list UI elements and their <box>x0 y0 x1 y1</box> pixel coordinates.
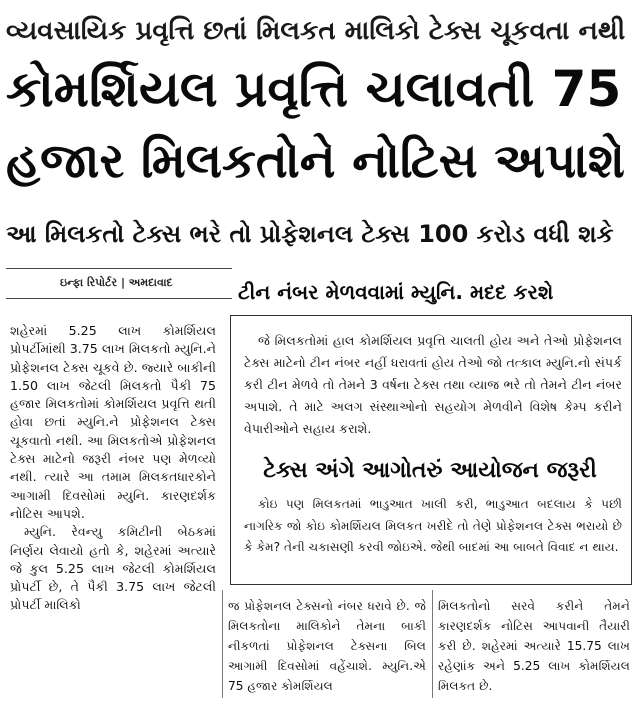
left-column-body <box>10 322 216 615</box>
left-column-paragraph-2: મ્યુનિ. રેવન્યુ કમિટીની બેઠકમાં નિર્ણય લેવાયો હતો કે, શહેરમાં અત્યારે જે કુલ 5.25 લાખ જેટલી કોમર્શિયલ પ્રોપર્ટી છે, તે પૈકી 3.75 લાખ જેટલી પ્રોપર્ટી માલિકો <box>10 524 216 613</box>
box-paragraph-2-text: કોઇ પણ મિલકતમાં ભાડુઆત ખાલી કરી, ભાડુઆત બદલાય કે પછી નાગરિક જો કોઇ કોમર્શિયલ મિલકત ખરીદે તો તેણે પ્રોફેશનલ ટેક્સ ભરાયો છે કે કેમ? તેની ચકાસણી કરવી જોઇએ. જેથી બાદમાં આ બાબતે વિવાદ ન થાય. <box>244 497 622 554</box>
deck-subheadline: આ મિલકતો ટેક્સ ભરે તો પ્રોફેશનલ ટેક્સ 100 કરોડ વધી શકે <box>6 220 614 248</box>
middle-column-body <box>228 596 426 696</box>
right-column-text: મિલકતોનો સરવે કરીને તેમને કારણદર્શક નોટિસ આપવાની તૈયારી કરી છે. શહેરમાં અત્યારે 15.75 લાખ રહેણાંક અને 5.25 લાખ કોમર્શિયલ મિલકત છે. <box>438 599 630 693</box>
main-headline-line-2: હજાર મિલકતોને નોટિસ અપાશે <box>6 133 625 189</box>
byline-rule-top <box>6 268 232 269</box>
box-paragraph-1 <box>244 330 622 440</box>
box-subtitle: ટેક્સ અંગે આગોતરું આયોજન જરૂરી <box>263 458 597 483</box>
box-paragraph-2 <box>244 494 622 559</box>
column-divider-1 <box>222 590 223 698</box>
box-paragraph-1-text: જે મિલકતોમાં હાલ કોમર્શિયલ પ્રવૃત્તિ ચાલતી હોય અને તેઓ પ્રોફેશનલ ટેક્સ માટેનો ટીન નંબર નહીં ધરાવતાં હોય તેઓ જો તત્કાલ મ્યુનિ.નો સંપર્ક કરી ટીન મેળવે તો તેમને 3 વર્ષના ટેક્સ તથા વ્યાજ ભરે તો તેમને ટીન નંબર અપાશે. તે માટે અલગ સંસ્થાઓનો સહયોગ મેળવીને વિશેષ કેમ્પ કરીને વેપારીઓને સહાય કરાશે. <box>244 333 622 436</box>
main-headline-line-1: કોમર્શિયલ પ્રવૃત્તિ ચલાવતી 75 <box>6 60 622 118</box>
left-column-paragraph-1: શહેરમાં 5.25 લાખ કોમર્શિયલ પ્રોપર્ટીમાંથી 3.75 લાખ મિલકતો મ્યુનિ.ને પ્રોફેશનલ ટેક્સ ચૂકવે છે. જ્યારે બાકીની 1.50 લાખ જેટલી મિલકતો પૈકી 75 હજાર મિલકતોમાં કોમર્શિયલ પ્રવૃત્તિ થતી હોવા છતાં મ્યુનિ.ને પ્રોફેશનલ ટેક્સ ચૂકવાતો નથી. આ મિલકતોએ પ્રોફેશનલ ટેક્સ માટેનો જરૂરી નંબર પણ મેળવ્યો નથી. ત્યારે આ તમામ મિલકતધારકોને આગામી દિવસોમાં મ્યુનિ. કારણદર્શક નોટિસ આપશે. <box>10 323 216 521</box>
right-column-body <box>438 596 630 696</box>
byline-rule-bottom <box>6 298 232 299</box>
column-divider-2 <box>432 590 433 698</box>
box-title: ટીન નંબર મેળવવામાં મ્યુનિ. મદદ કરશે <box>238 280 554 304</box>
middle-column-text: જ પ્રોફેશનલ ટેક્સનો નંબર ધરાવે છે. જે મિલકતોના માલિકોને તેમના બાકી નીકળતાં પ્રોફેશનલ ટેક્સના બિલ આગામી દિવસોમાં વહેંચાશે. મ્યુનિ.એ 75 હજાર કોમર્શિયલ <box>228 599 426 693</box>
byline: ઇન્ફા રિપોર્ટર | અમદાવાદ <box>60 276 173 289</box>
kicker-headline: વ્યવસાયિક પ્રવૃત્તિ છતાં મિલકત માલિકો ટેક્સ ચૂકવતા નથી <box>6 16 626 46</box>
